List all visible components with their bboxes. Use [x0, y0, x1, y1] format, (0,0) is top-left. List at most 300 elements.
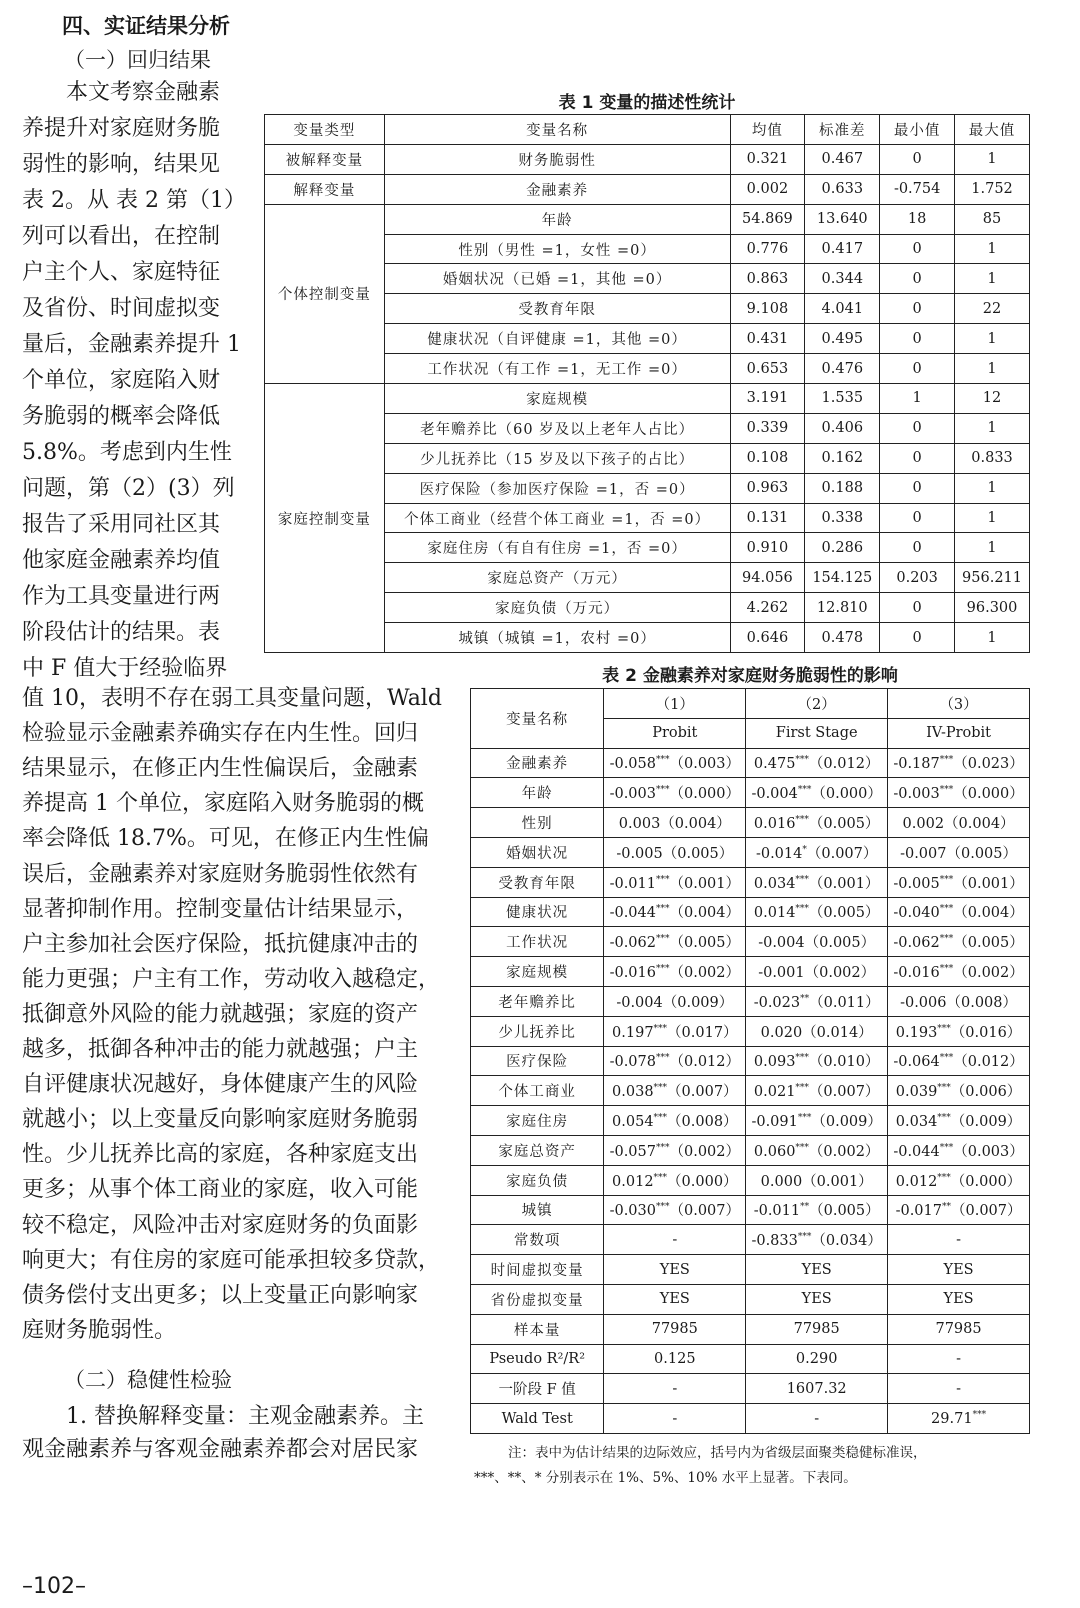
table1-max-cell: 1 — [955, 473, 1030, 503]
section-title: 四、实证结果分析 — [62, 14, 230, 38]
table2-row-label: 个体工商业 — [471, 1076, 604, 1106]
table1-sd-cell: 12.810 — [805, 593, 880, 623]
coefficient: -0.017 — [895, 1203, 942, 1220]
table2-cell — [746, 1046, 888, 1076]
table2-cell — [604, 1016, 746, 1046]
body-line: 债务偿付支出更多；以上变量正向影响家 — [22, 1282, 419, 1308]
coefficient: - — [956, 1231, 961, 1248]
table1-min-cell: 0 — [880, 354, 955, 384]
table2-cell — [888, 1076, 1030, 1106]
table2-row-label: 家庭总资产 — [471, 1135, 604, 1165]
subsection-title-2: （二）稳健性检验 — [64, 1368, 232, 1392]
table2-cell — [604, 1225, 746, 1255]
table2-cell — [604, 1195, 746, 1225]
table1-mean-cell: 0.963 — [730, 473, 805, 503]
table2-cell — [746, 1225, 888, 1255]
table2-row-label: 婚姻状况 — [471, 837, 604, 867]
table2-row — [471, 778, 1030, 808]
coefficient: - — [672, 1410, 678, 1427]
table1-max-cell: 1 — [955, 264, 1030, 294]
standard-error: （0.008） — [946, 994, 1018, 1011]
body-line: 养提高 1 个单位，家庭陷入财务脆弱的概 — [22, 791, 424, 817]
table1-mean-cell: 3.191 — [730, 384, 805, 414]
table2-row — [471, 927, 1030, 957]
table2-cell — [604, 1255, 746, 1285]
table1-header-cell: 最小值 — [880, 115, 955, 145]
table1-row — [265, 144, 1030, 174]
significance-stars: *** — [939, 1053, 954, 1064]
body-line: 响更大；有住房的家庭可能承担较多贷款， — [22, 1247, 441, 1273]
table2-cell — [888, 1344, 1030, 1374]
coefficient: 0.021 — [753, 1084, 796, 1101]
table1-name-cell: 少儿抚养比（15 岁及以下孩子的占比） — [384, 443, 730, 473]
significance-stars: *** — [937, 1023, 951, 1034]
standard-error: （0.005） — [669, 935, 741, 952]
table2-row — [471, 1046, 1030, 1076]
table1-min-cell: 0 — [880, 264, 955, 294]
table1-mean-cell: 0.776 — [730, 234, 805, 264]
table1-sd-cell: 154.125 — [805, 563, 880, 593]
table1-max-cell: 0.833 — [955, 443, 1030, 473]
table2-row — [471, 1255, 1030, 1285]
table2-row — [471, 1195, 1030, 1225]
significance-stars: *** — [939, 934, 954, 945]
table1-mean-cell: 94.056 — [730, 563, 805, 593]
standard-error: （0.009） — [811, 1114, 882, 1131]
table2-col-model: First Stage — [746, 718, 888, 748]
standard-error: （0.005） — [662, 845, 734, 862]
coefficient: - — [672, 1380, 678, 1397]
table1-min-cell: 0 — [880, 234, 955, 264]
significance-stars: *** — [795, 815, 809, 826]
table2-cell — [888, 927, 1030, 957]
table1-min-cell: 0 — [880, 593, 955, 623]
significance-stars: *** — [937, 1113, 951, 1124]
coefficient: -0.057 — [609, 1143, 656, 1160]
coefficient: YES — [943, 1291, 974, 1308]
standard-error: （0.010） — [808, 1054, 880, 1071]
body-line: 性。少儿抚养比高的家庭，各种家庭支出 — [22, 1142, 419, 1168]
table2-cell — [604, 837, 746, 867]
table2-cell — [888, 1374, 1030, 1404]
significance-stars: *** — [656, 904, 670, 915]
table2-cell — [746, 897, 888, 927]
table1-max-cell: 956.211 — [955, 563, 1030, 593]
table2-cell — [604, 957, 746, 987]
significance-stars: *** — [939, 964, 954, 975]
coefficient: - — [956, 1380, 961, 1397]
table2-row-label: 性别 — [471, 808, 604, 838]
table1-descriptive-stats — [264, 114, 1030, 653]
coefficient: 0.290 — [795, 1350, 838, 1367]
coefficient: -0.005 — [616, 845, 663, 862]
significance-stars: *** — [795, 1142, 809, 1153]
table1-header-cell: 标准差 — [805, 115, 880, 145]
table1-mean-cell: 0.131 — [730, 503, 805, 533]
coefficient: 0.034 — [895, 1114, 938, 1131]
body-line: 个单位，家庭陷入财 — [22, 368, 221, 393]
table1-name-cell: 城镇（城镇 =1，农村 =0） — [384, 623, 730, 653]
table1-sd-cell: 4.041 — [805, 294, 880, 324]
table2-row — [471, 1284, 1030, 1314]
table2-cell — [746, 837, 888, 867]
table1-min-cell: 0 — [880, 533, 955, 563]
table1-max-cell: 1 — [955, 533, 1030, 563]
standard-error: （0.011） — [809, 994, 880, 1011]
standard-error: （0.005） — [953, 935, 1024, 952]
table2-row — [471, 837, 1030, 867]
coefficient: -0.003 — [893, 786, 940, 803]
table2-row — [471, 1076, 1030, 1106]
table1-max-cell: 85 — [955, 204, 1030, 234]
table2-row — [471, 1165, 1030, 1195]
coefficient: -0.044 — [893, 1143, 940, 1160]
table2-row-label: 省份虚拟变量 — [471, 1284, 604, 1314]
body-line: 作为工具变量进行两 — [22, 584, 221, 609]
table2-row-label: 家庭住房 — [471, 1106, 604, 1136]
coefficient: 0.000 — [760, 1173, 803, 1190]
table1-sd-cell: 0.162 — [805, 443, 880, 473]
table1-sd-cell: 13.640 — [805, 204, 880, 234]
coefficient: YES — [801, 1291, 832, 1308]
table2-row-label: 家庭规模 — [471, 957, 604, 987]
table2-cell — [888, 986, 1030, 1016]
coefficient: -0.011 — [609, 875, 656, 892]
table1-mean-cell: 0.431 — [730, 324, 805, 354]
significance-stars: *** — [972, 1409, 987, 1420]
standard-error: （0.001） — [802, 1173, 873, 1190]
table1-mean-cell: 0.646 — [730, 623, 805, 653]
table1-mean-cell: 4.262 — [730, 593, 805, 623]
table2-row-label: 一阶段 F 值 — [471, 1374, 604, 1404]
table1-row — [265, 384, 1030, 414]
table1-name-cell: 家庭规模 — [384, 384, 730, 414]
standard-error: （0.023） — [953, 756, 1024, 773]
table2-cell — [604, 1314, 746, 1344]
body-line: 检验显示金融素养确实存在内生性。回归 — [22, 721, 419, 747]
coefficient: 0.060 — [753, 1143, 796, 1160]
coefficient: YES — [659, 1261, 690, 1278]
table1-header-cell: 均值 — [730, 115, 805, 145]
coefficient: -0.014 — [755, 845, 803, 862]
table1-header-row — [265, 115, 1030, 145]
standard-error: （0.012） — [669, 1054, 741, 1071]
significance-stars: *** — [795, 874, 809, 885]
table2-cell — [746, 1314, 888, 1344]
table1-max-cell: 1 — [955, 413, 1030, 443]
coefficient: -0.007 — [900, 845, 947, 862]
table2-row — [471, 1016, 1030, 1046]
table2-row-label: Pseudo R²/R² — [471, 1344, 604, 1374]
standard-error: （0.005） — [946, 845, 1018, 862]
body-line: 弱性的影响，结果见 — [22, 152, 221, 177]
body-line: 户主个人、家庭特征 — [22, 260, 221, 285]
coefficient: 0.093 — [753, 1054, 796, 1071]
standard-error: （0.007） — [669, 1203, 741, 1220]
table1-mean-cell: 0.339 — [730, 413, 805, 443]
table2-cell — [888, 1255, 1030, 1285]
table2-cell — [604, 748, 746, 778]
table1-max-cell: 1 — [955, 354, 1030, 384]
body-line: 较不稳定，风险冲击对家庭财务的负面影 — [22, 1212, 419, 1238]
significance-stars: *** — [653, 1113, 668, 1124]
coefficient: -0.040 — [893, 905, 940, 922]
standard-error: （0.004） — [953, 905, 1024, 922]
standard-error: （0.002） — [953, 965, 1024, 982]
standard-error: （0.005） — [804, 935, 876, 952]
table2-cell — [604, 1135, 746, 1165]
table2-cell — [604, 778, 746, 808]
table2-regression-results — [470, 688, 1030, 1434]
body-line: 他家庭金融素养均值 — [22, 548, 221, 573]
table1-name-cell: 年龄 — [384, 204, 730, 234]
table2-cell — [888, 778, 1030, 808]
table2-cell — [888, 867, 1030, 897]
significance-stars: * — [802, 844, 807, 855]
table2-col-number: （1） — [604, 689, 746, 719]
standard-error: （0.003） — [953, 1143, 1024, 1160]
note-line: 注：表中为估计结果的边际效应，括号内为省级层面聚类稳健标准误， — [508, 1445, 927, 1461]
body-line: 值 10，表明不存在弱工具变量问题，Wald — [22, 686, 442, 711]
table2-cell — [888, 1016, 1030, 1046]
table1-name-cell: 金融素养 — [384, 174, 730, 204]
coefficient: -0.004 — [758, 935, 805, 952]
standard-error: （0.005） — [808, 905, 880, 922]
table1-header-cell: 变量名称 — [384, 115, 730, 145]
table1-caption: 表 1 变量的描述性统计 — [558, 93, 736, 113]
table1-min-cell: 0 — [880, 294, 955, 324]
table1-group-cell: 被解释变量 — [265, 144, 385, 174]
table2-cell — [604, 1344, 746, 1374]
standard-error: （0.000） — [667, 1173, 738, 1190]
significance-stars: *** — [656, 785, 670, 796]
significance-stars: *** — [656, 1053, 670, 1064]
table2-row-label: 受教育年限 — [471, 867, 604, 897]
table1-max-cell: 22 — [955, 294, 1030, 324]
body-line: 结果显示，在修正内生性偏误后，金融素 — [22, 756, 419, 782]
table1-min-cell: 0.203 — [880, 563, 955, 593]
table2-row — [471, 1135, 1030, 1165]
table1-name-cell: 财务脆弱性 — [384, 144, 730, 174]
table1-name-cell: 家庭总资产（万元） — [384, 563, 730, 593]
body-line: 能力更强；户主有工作，劳动收入越稳定， — [22, 966, 441, 992]
significance-stars: *** — [656, 934, 670, 945]
body-line: 5.8%。考虑到内生性 — [22, 440, 232, 465]
standard-error: （0.001） — [808, 875, 880, 892]
significance-stars: *** — [797, 1113, 812, 1124]
table2-row-label: 样本量 — [471, 1314, 604, 1344]
significance-stars: *** — [797, 785, 812, 796]
coefficient: 0.193 — [895, 1024, 938, 1041]
standard-error: （0.009） — [662, 994, 734, 1011]
table2-row — [471, 1225, 1030, 1255]
table2-row-label: 常数项 — [471, 1225, 604, 1255]
table1-name-cell: 婚姻状况（已婚 =1，其他 =0） — [384, 264, 730, 294]
table1-mean-cell: 0.863 — [730, 264, 805, 294]
coefficient: 0.039 — [895, 1084, 938, 1101]
coefficient: -0.023 — [753, 994, 801, 1011]
body-line: 量后，金融素养提升 1 — [22, 332, 241, 357]
significance-stars: *** — [653, 1172, 668, 1183]
coefficient: -0.005 — [893, 875, 940, 892]
coefficient: 0.038 — [612, 1084, 654, 1101]
table2-caption: 表 2 金融素养对家庭财务脆弱性的影响 — [602, 666, 898, 686]
table2-row — [471, 1404, 1030, 1434]
table2-row-label: 金融素养 — [471, 748, 604, 778]
coefficient: 1607.32 — [786, 1380, 847, 1397]
table1-mean-cell: 0.910 — [730, 533, 805, 563]
body-line: 越多，抵御各种冲击的能力就越强；户主 — [22, 1037, 419, 1062]
table1-min-cell: 18 — [880, 204, 955, 234]
significance-stars: *** — [937, 1083, 951, 1094]
table1-mean-cell: 9.108 — [730, 294, 805, 324]
standard-error: （0.017） — [667, 1024, 738, 1041]
table1-mean-cell: 0.002 — [730, 174, 805, 204]
table2-col-model: IV-Probit — [888, 718, 1030, 748]
table1-min-cell: 0 — [880, 413, 955, 443]
body-line: 本文考察金融素 — [66, 80, 221, 105]
table2-cell — [888, 1135, 1030, 1165]
coefficient: -0.030 — [609, 1203, 656, 1220]
coefficient: YES — [801, 1261, 832, 1278]
significance-stars: ** — [800, 1202, 810, 1213]
table2-row-label: 城镇 — [471, 1195, 604, 1225]
standard-error: （0.000） — [950, 1173, 1022, 1190]
table1-sd-cell: 0.633 — [805, 174, 880, 204]
table2-row-label: 健康状况 — [471, 897, 604, 927]
standard-error: （0.005） — [809, 1203, 880, 1220]
body-line: 及省份、时间虚拟变 — [22, 296, 221, 321]
table2-cell — [746, 1404, 888, 1434]
body-line: 中 F 值大于经验临界 — [22, 656, 228, 681]
standard-error: （0.001） — [669, 875, 741, 892]
table2-cell — [888, 1284, 1030, 1314]
body-line: 户主参加社会医疗保险，抵抗健康冲击的 — [22, 931, 419, 957]
table2-cell — [604, 1076, 746, 1106]
table2-cell — [888, 748, 1030, 778]
table2-row — [471, 808, 1030, 838]
coefficient: -0.004 — [616, 994, 663, 1011]
standard-error: （0.002） — [669, 1143, 741, 1160]
table2-row — [471, 957, 1030, 987]
coefficient: 0.003 — [618, 816, 661, 833]
coefficient: -0.011 — [753, 1203, 801, 1220]
body-line: 率会降低 18.7%。可见，在修正内生性偏 — [22, 826, 429, 852]
table2-cell — [888, 1195, 1030, 1225]
coefficient: - — [672, 1231, 678, 1248]
table2-cell — [746, 1195, 888, 1225]
table2-row — [471, 748, 1030, 778]
table1-sd-cell: 0.417 — [805, 234, 880, 264]
coefficient: 0.125 — [654, 1350, 696, 1367]
significance-stars: *** — [937, 1172, 951, 1183]
table1-max-cell: 1 — [955, 623, 1030, 653]
body-line: 阶段估计的结果。表 — [22, 620, 221, 645]
table2-row-label: 少儿抚养比 — [471, 1016, 604, 1046]
significance-stars: *** — [939, 874, 954, 885]
table1-name-cell: 性别（男性 =1，女性 =0） — [384, 234, 730, 264]
coefficient: - — [814, 1410, 820, 1427]
table2-cell — [746, 1255, 888, 1285]
standard-error: （0.034） — [811, 1233, 882, 1250]
table1-max-cell: 1.752 — [955, 174, 1030, 204]
table2-cell — [746, 1016, 888, 1046]
table2-col-number: （3） — [888, 689, 1030, 719]
coefficient: -0.187 — [893, 756, 940, 773]
coefficient: 0.475 — [753, 756, 796, 773]
table2-cell — [604, 808, 746, 838]
coefficient: 0.002 — [902, 816, 945, 833]
coefficient: -0.091 — [751, 1114, 798, 1131]
body-line: 观金融素养与客观金融素养都会对居民家 — [22, 1437, 419, 1462]
table1-mean-cell: 0.653 — [730, 354, 805, 384]
table2-col-model: Probit — [604, 718, 746, 748]
table2-cell — [746, 1135, 888, 1165]
table2-cell — [604, 986, 746, 1016]
table2-row — [471, 1106, 1030, 1136]
coefficient: 0.012 — [895, 1173, 938, 1190]
table1-min-cell: 0 — [880, 473, 955, 503]
table1-sd-cell: 0.467 — [805, 144, 880, 174]
table2-cell — [888, 1404, 1030, 1434]
table1-mean-cell: 0.108 — [730, 443, 805, 473]
table1-header-cell: 最大值 — [955, 115, 1030, 145]
table1-sd-cell: 0.338 — [805, 503, 880, 533]
significance-stars: *** — [939, 1142, 954, 1153]
standard-error: （0.001） — [953, 875, 1024, 892]
standard-error: （0.009） — [950, 1114, 1022, 1131]
table2-cell — [746, 867, 888, 897]
coefficient: - — [956, 1350, 961, 1367]
coefficient: -0.044 — [609, 905, 656, 922]
table1-max-cell: 1 — [955, 144, 1030, 174]
table2-cell — [604, 1284, 746, 1314]
table1-group-cell: 解释变量 — [265, 174, 385, 204]
table2-var-header: 变量名称 — [471, 689, 604, 749]
coefficient: 0.034 — [753, 875, 796, 892]
table2-row-label: 年龄 — [471, 778, 604, 808]
significance-stars: *** — [656, 1142, 670, 1153]
table1-sd-cell: 1.535 — [805, 384, 880, 414]
table1-min-cell: 0 — [880, 324, 955, 354]
table1-mean-cell: 54.869 — [730, 204, 805, 234]
standard-error: （0.004） — [669, 905, 741, 922]
table1-header-cell: 变量类型 — [265, 115, 385, 145]
coefficient: -0.064 — [893, 1054, 940, 1071]
significance-stars: *** — [939, 785, 954, 796]
table2-cell — [746, 957, 888, 987]
table2-cell — [746, 1284, 888, 1314]
significance-stars: *** — [656, 755, 670, 766]
table2-row-label: 时间虚拟变量 — [471, 1255, 604, 1285]
table1-sd-cell: 0.286 — [805, 533, 880, 563]
significance-stars: *** — [653, 1083, 668, 1094]
table2-row — [471, 1314, 1030, 1344]
table1-sd-cell: 0.495 — [805, 324, 880, 354]
table2-cell — [746, 1076, 888, 1106]
table2-cell — [888, 897, 1030, 927]
table1-min-cell: 0 — [880, 144, 955, 174]
coefficient: 0.054 — [612, 1114, 654, 1131]
table1-name-cell: 家庭住房（有自有住房 =1，否 =0） — [384, 533, 730, 563]
significance-stars: ** — [942, 1202, 951, 1213]
standard-error: （0.007） — [667, 1084, 738, 1101]
table1-sd-cell: 0.188 — [805, 473, 880, 503]
table2-cell — [888, 1165, 1030, 1195]
significance-stars: *** — [656, 964, 670, 975]
significance-stars: *** — [653, 1023, 668, 1034]
table1-mean-cell: 0.321 — [730, 144, 805, 174]
